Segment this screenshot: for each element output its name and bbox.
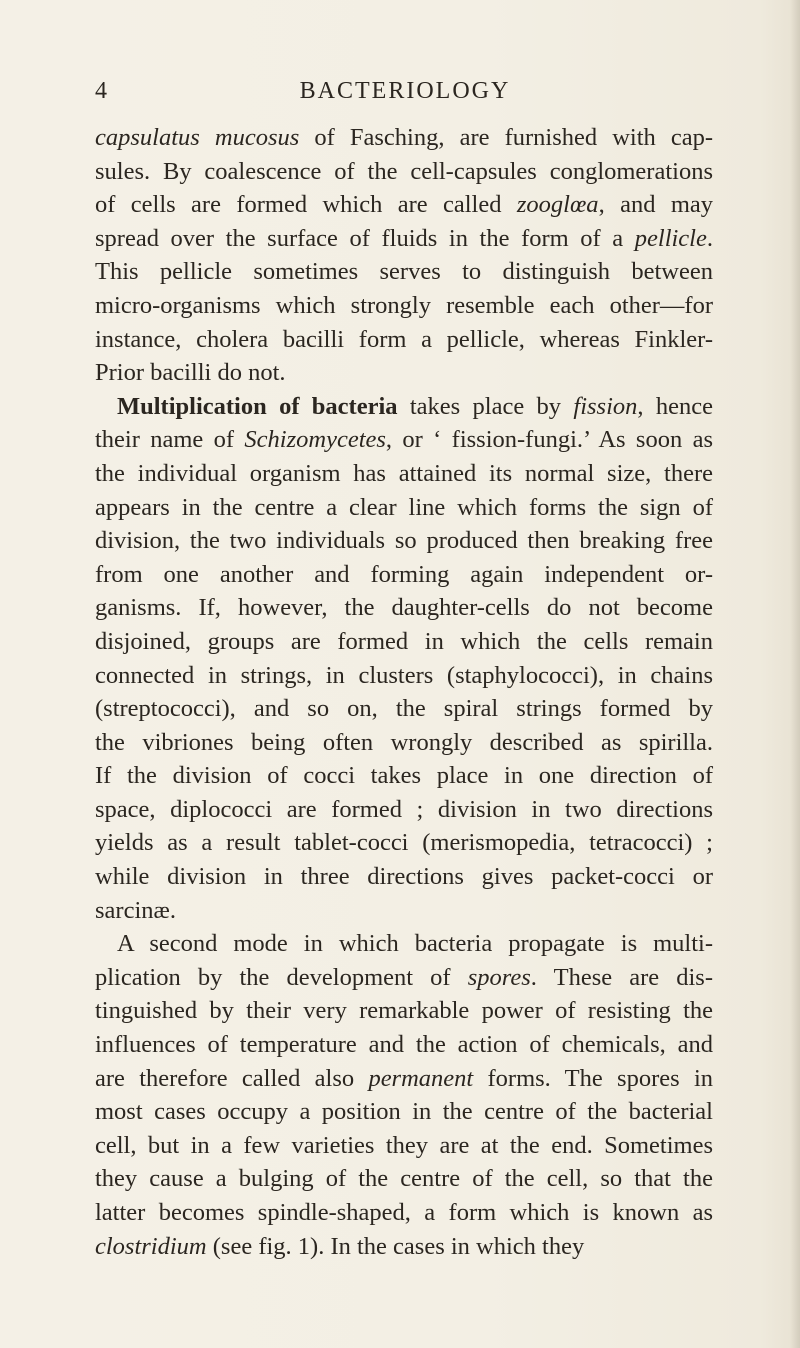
italic-text: spores: [467, 963, 531, 991]
text-line: [95, 625, 713, 659]
text-run: the vibriones being often wrongly described as spirilla.: [95, 728, 713, 756]
running-head: BACTERIOLOGY: [299, 78, 511, 104]
body-text: [95, 121, 713, 1263]
text-run: their name of: [95, 426, 245, 454]
italic-text: permanent: [368, 1064, 474, 1092]
text-line: [95, 1095, 713, 1129]
text-line: [95, 289, 713, 323]
text-run: , or ‘ fission-fungi.’ As soon as: [385, 426, 713, 454]
text-line: [95, 457, 713, 491]
text-line: [95, 692, 713, 726]
text-run: while division in three directions gives packet-cocci or: [95, 863, 713, 891]
text-run: influences of temperature and the action of chemicals, and: [95, 1031, 713, 1059]
text-line: [95, 558, 713, 592]
text-run: yields as a result tablet-cocci (merismopedia, tetracocci) ;: [95, 829, 713, 857]
text-line: [95, 356, 713, 390]
text-run: of Fasching, are furnished with cap-: [299, 124, 713, 151]
text-run: they cause a bulging of the centre of the cell, so that the: [95, 1165, 713, 1193]
italic-text: capsulatus mucosus: [95, 124, 300, 151]
italic-text: pellicle: [634, 224, 707, 252]
text-run: (streptococci), and so on, the spiral strings formed by: [95, 695, 713, 723]
text-line: [95, 1129, 713, 1163]
italic-text: zooglœa: [516, 191, 599, 219]
text-run: sules. By coalescence of the cell-capsules conglomerations: [95, 157, 713, 185]
text-line: [95, 222, 713, 256]
text-line: [95, 860, 713, 894]
text-run: If the division of cocci takes place in one direction of: [95, 762, 713, 790]
text-run: A second mode in which bacteria propagate is multi-: [117, 930, 713, 958]
text-run: micro-organisms which strongly resemble each other—for: [95, 291, 713, 319]
text-line: [95, 390, 713, 424]
text-run: forms. The spores in: [473, 1064, 713, 1092]
text-run: , hence: [637, 392, 713, 420]
text-run: cell, but in a few varieties they are at the end. Sometimes: [95, 1131, 713, 1159]
text-run: spread over the surface of fluids in the form of a: [95, 224, 635, 252]
text-run: (see fig. 1). In the cases in which they: [206, 1232, 585, 1260]
text-line: [95, 759, 713, 793]
text-line: [95, 323, 713, 357]
text-line: [95, 1196, 713, 1230]
page-header: [95, 78, 715, 112]
text-line: [95, 894, 713, 928]
text-run: latter becomes spindle-shaped, a form which is known as: [95, 1199, 713, 1226]
text-run: This pellicle sometimes serves to distinguish between: [95, 258, 713, 286]
text-line: [95, 1162, 713, 1196]
text-line: [95, 524, 713, 558]
text-run: takes place by: [397, 392, 574, 420]
page-edge-shadow: [790, 0, 800, 1348]
page-number: 4: [95, 78, 108, 104]
text-line: [95, 659, 713, 693]
text-run: ganisms. If, however, the daughter-cells do not become: [95, 594, 713, 622]
text-run: appears in the centre a clear line which forms the sign of: [95, 493, 713, 521]
text-run: Prior bacilli do not.: [95, 359, 286, 387]
text-run: instance, cholera bacilli form a pellicle, whereas Finkler-: [95, 325, 713, 353]
text-line: [95, 1230, 713, 1264]
text-run: sarcinæ.: [95, 896, 176, 924]
text-run: are therefore called also: [95, 1064, 369, 1092]
text-line: [95, 793, 713, 827]
text-line: [95, 591, 713, 625]
text-run: of cells are formed which are called: [95, 191, 517, 219]
bold-run-in-heading: Multiplication of bacteria: [117, 392, 398, 420]
text-run: tinguished by their very remarkable power of resisting the: [95, 997, 713, 1025]
text-line: [95, 826, 713, 860]
text-run: space, diplococci are formed ; division in two directions: [95, 795, 713, 823]
text-run: division, the two individuals so produced then breaking free: [95, 527, 713, 555]
italic-text: fission: [573, 392, 638, 420]
text-run: most cases occupy a position in the centre of the bacterial: [95, 1098, 713, 1126]
text-line: [95, 423, 713, 457]
text-run: the individual organism has attained its normal size, there: [95, 459, 713, 487]
text-line: [95, 1062, 713, 1096]
text-run: disjoined, groups are formed in which the cells remain: [95, 627, 713, 655]
text-line: [95, 491, 713, 525]
text-run: , and may: [598, 191, 713, 219]
italic-text: clostridium: [95, 1232, 207, 1260]
italic-text: Schizomycetes: [244, 426, 386, 454]
text-line: [95, 961, 713, 995]
text-line: [95, 121, 713, 155]
text-run: connected in strings, in clusters (staphylococci), in chains: [95, 661, 713, 689]
text-line: [95, 927, 713, 961]
text-run: . These are dis-: [530, 963, 713, 991]
text-line: [95, 188, 713, 222]
text-line: [95, 726, 713, 760]
text-run: from one another and forming again independent or-: [95, 560, 713, 588]
text-run: .: [706, 224, 713, 252]
text-run: plication by the development of: [95, 963, 468, 991]
text-line: [95, 994, 713, 1028]
text-line: [95, 1028, 713, 1062]
text-line: [95, 155, 713, 189]
text-line: [95, 255, 713, 289]
